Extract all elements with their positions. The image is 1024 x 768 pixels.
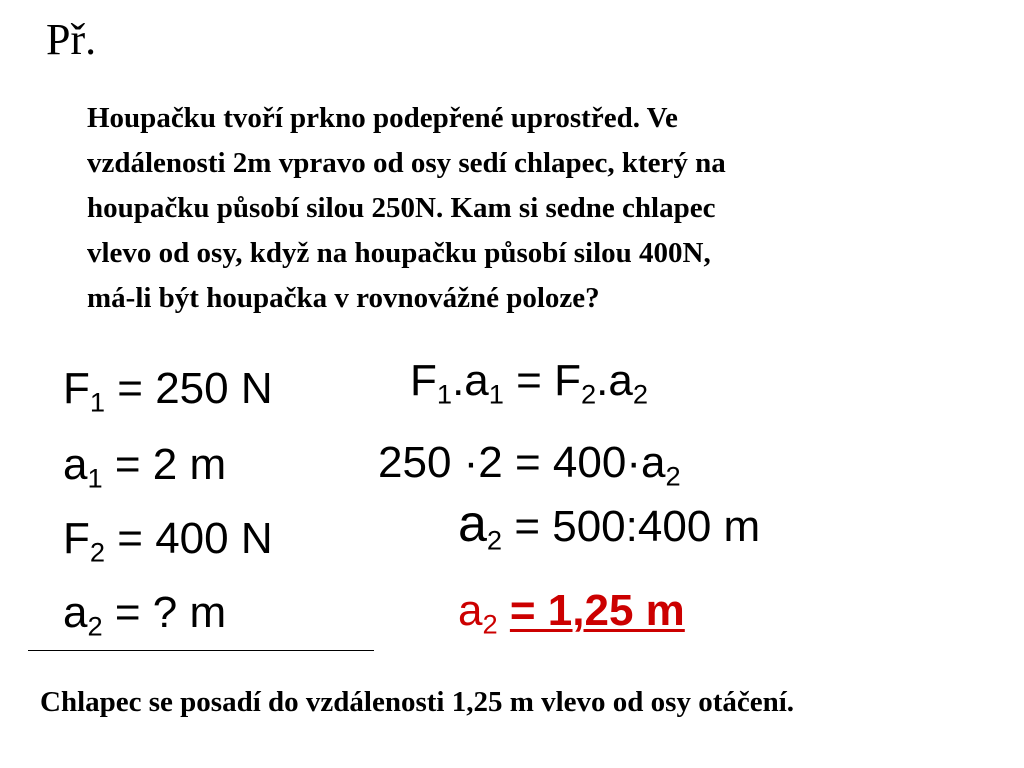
given-arm-1: $a_1 = 2$ m [63, 440, 227, 494]
result-equation: $a_2 = 1,25$ m [458, 586, 685, 640]
problem-line: houpačku působí silou 250N. Kam si sedne chlapec [87, 192, 716, 224]
problem-line: Houpačku tvoří prkno podepřené uprostřed. Ve [87, 102, 678, 134]
given-arm-2: $a_2$ = ? m [63, 588, 227, 642]
problem-statement [87, 96, 987, 321]
problem-line: vzdálenosti 2m vpravo od osy sedí chlapec, který na [87, 147, 726, 179]
moment-equation: $F_1.a_1 = F_2.a_2$ [410, 356, 649, 410]
problem-line: vlevo od osy, když na houpačku působí silou 400N, [87, 237, 711, 269]
given-force-2: $F_2 = 400$ N [63, 514, 273, 568]
given-force-1: $F_1 = 250$ N [63, 364, 273, 418]
result-value: = 1,25 m [509, 586, 685, 635]
substitution-equation: $250 \cdot 2 = 400\cdot a_2$ [378, 438, 681, 492]
division-equation: $a_2$ = 500:400 m [458, 495, 761, 556]
problem-line: má-li být houpačka v rovnovážné poloze? [87, 282, 600, 314]
slide-heading: Př. [46, 15, 97, 64]
conclusion-text: Chlapec se posadí do vzdálenosti 1,25 m vlevo od osy otáčení. [40, 686, 795, 718]
divider-line [28, 650, 374, 651]
